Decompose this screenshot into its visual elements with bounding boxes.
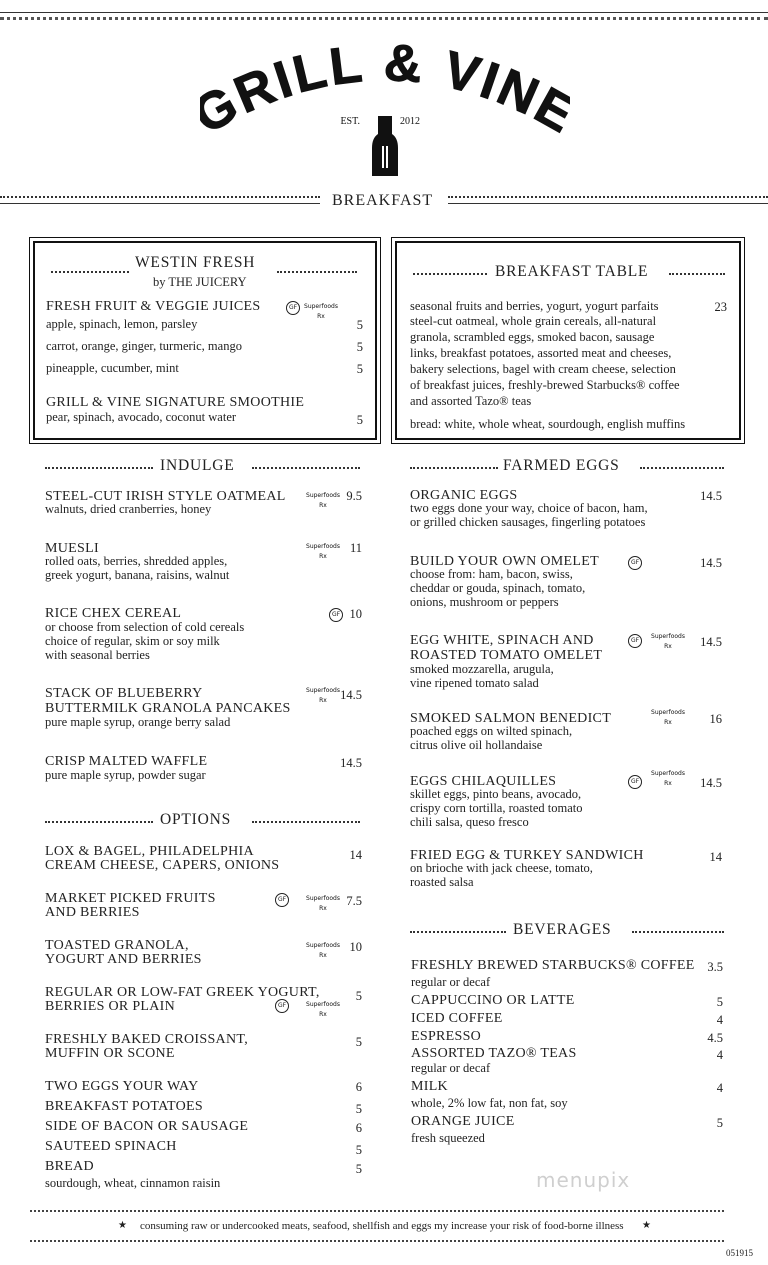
eggs-rule-left [410,467,498,469]
menu-item-desc: sourdough, wheat, cinnamon raisin [45,1176,221,1190]
menu-item-desc: roasted salsa [410,875,474,889]
menu-item-price: 11 [349,541,362,555]
menu-item-price: 14.5 [700,776,722,790]
menu-item-price: 14.5 [340,756,362,770]
menu-code: 051915 [726,1248,753,1258]
bt-line: seasonal fruits and berries, yogurt, yogurt parfaits [410,299,659,313]
menu-item-price: 3.5 [707,960,723,974]
bt-line: links, breakfast potatoes, assorted meat and cheeses, [410,346,672,360]
breakfast-table-box [395,241,741,440]
bt-rule-right [669,273,725,275]
menu-item-desc: poached eggs on wilted spinach, [410,724,573,738]
watermark: menupix [536,1168,631,1192]
breakfast-table-title: BREAKFAST TABLE [495,263,649,280]
westin-fresh-box [33,241,377,440]
header-rule-left-line [0,203,320,204]
menu-item-name: EGGS CHILAQUILLES [410,774,557,789]
menu-item-name: EGG WHITE, SPINACH AND [410,633,594,648]
menu-item-price: 5 [355,1143,362,1157]
bt-line: bakery selections, bagel with cream cheese, selection [410,362,676,376]
bt-bread: bread: white, whole wheat, sourdough, english muffins [410,417,686,431]
menu-item-price: 5 [355,1035,362,1049]
bt-line: granola, scrambled eggs, smoked bacon, sausage [410,330,655,344]
smoothie-name: GRILL & VINE SIGNATURE SMOOTHIE [46,395,305,410]
menu-item-price: 5 [355,1162,362,1176]
juice-desc: pineapple, cucumber, mint [46,361,179,375]
bt-line: of breakfast juices, freshly-brewed Starbucks® coffee [410,378,680,392]
superfoods-badge-label: Superfoods Rx [651,770,685,787]
beverages-rule-left [410,931,506,933]
menu-item-name: LOX & BAGEL, PHILADELPHIA [45,844,254,859]
menu-item-price: 4 [716,1013,723,1027]
menu-item-desc: greek yogurt, banana, raisins, walnut [45,568,230,582]
brand-est: EST. [340,116,360,127]
menu-item-price: 14.5 [700,556,722,570]
top-border-line [0,12,768,13]
menu-item-desc: choose from: ham, bacon, swiss, [410,567,573,581]
menu-item-price: 4 [716,1081,723,1095]
logo-graphic [200,38,570,178]
menu-item-desc: smoked mozzarella, arugula, [410,662,554,676]
gf-badge: GF [628,775,642,789]
eggs-rule-right [640,467,724,469]
menu-item-name: BREAD [45,1159,94,1174]
menu-item-desc: two eggs done your way, choice of bacon, ham, [410,501,648,515]
footer-rule-bottom [30,1240,724,1242]
menu-item-name: CRISP MALTED WAFFLE [45,754,208,769]
gf-badge: GF [628,634,642,648]
menu-item-name: ASSORTED TAZO® TEAS [411,1046,577,1061]
menu-item-name: MUFFIN OR SCONE [45,1046,175,1061]
menu-item-price: 16 [709,712,722,726]
menu-item-desc: fresh squeezed [411,1131,485,1145]
menu-item-desc: regular or decaf [411,975,491,989]
superfoods-badge-label: Superfoods Rx [306,543,340,560]
menu-item-name: SIDE OF BACON OR SAUSAGE [45,1119,249,1134]
menu-item-price: 6 [355,1121,362,1135]
westin-subtitle: by THE JUICERY [153,275,247,289]
menu-item-desc: crispy corn tortilla, roasted tomato [410,801,583,815]
farmed-eggs-title: FARMED EGGS [503,457,620,474]
juice-price: 5 [356,362,363,376]
menu-item-desc: regular or decaf [411,1061,491,1075]
menu-item-name: MILK [411,1079,448,1094]
menu-item-name: MARKET PICKED FRUITS [45,891,216,906]
menu-item-name: FRIED EGG & TURKEY SANDWICH [410,848,644,863]
menu-item-name: YOGURT AND BERRIES [45,952,202,967]
header-rule-left [0,196,320,198]
gf-badge: GF [329,608,343,622]
superfoods-badge [650,632,686,650]
menu-item-desc: vine ripened tomato salad [410,676,539,690]
superfoods-badge-label: Superfoods Rx [651,709,685,726]
menu-item-name: TWO EGGS YOUR WAY [45,1079,199,1094]
juice-desc: apple, spinach, lemon, parsley [46,317,198,331]
menu-item-price: 10 [349,940,362,954]
beverages-title: BEVERAGES [513,921,612,938]
juice-price: 5 [356,318,363,332]
star-icon: ★ [118,1220,127,1231]
superfoods-badge [650,769,686,787]
westin-rule-left [51,271,129,273]
options-title: OPTIONS [160,811,232,828]
menu-item-name: CAPPUCCINO OR LATTE [411,993,575,1008]
menu-item-price: 9.5 [346,489,362,503]
menu-item-name: ORANGE JUICE [411,1114,515,1129]
menu-item-name: CREAM CHEESE, CAPERS, ONIONS [45,858,280,873]
juice-desc: carrot, orange, ginger, turmeric, mango [46,339,242,353]
juices-name: FRESH FRUIT & VEGGIE JUICES [46,299,261,314]
menu-item-desc: whole, 2% low fat, non fat, soy [411,1096,568,1110]
menu-item-price: 4.5 [707,1031,723,1045]
menu-item-price: 14.5 [700,635,722,649]
menu-item-price: 14 [709,850,722,864]
menu-item-desc: or grilled chicken sausages, fingerling potatoes [410,515,646,529]
menu-item-name: ESPRESSO [411,1029,482,1044]
footer-rule-top [30,1210,724,1212]
bt-line: steel-cut oatmeal, whole grain cereals, all-natural [410,314,657,328]
header-rule-right-line [448,203,768,204]
superfoods-badge-label: Superfoods Rx [306,1001,340,1018]
smoothie-desc: pear, spinach, avocado, coconut water [46,410,237,424]
westin-rule-right [277,271,357,273]
menu-item-name: STEEL-CUT IRISH STYLE OATMEAL [45,489,286,504]
gf-badge: GF [275,999,289,1013]
menu-item-name: SMOKED SALMON BENEDICT [410,711,612,726]
indulge-rule-left [45,467,153,469]
superfoods-badge [303,302,339,320]
brand-name-right: VIN [437,40,550,128]
beverages-rule-right [632,931,724,933]
superfoods-badge [650,708,686,726]
menu-item-price: 14.5 [340,688,362,702]
bt-rule-left [413,273,487,275]
menu-item-price: 5 [716,995,723,1009]
menu-item-name: REGULAR OR LOW-FAT GREEK YOGURT, [45,985,320,1000]
menu-item-desc: rolled oats, berries, shredded apples, [45,554,228,568]
superfoods-badge-label: Superfoods Rx [306,942,340,959]
menu-item-desc: chili salsa, queso fresco [410,815,529,829]
indulge-rule-right [252,467,360,469]
menu-item-name: BERRIES OR PLAIN [45,999,176,1014]
indulge-title: INDULGE [160,457,235,474]
options-rule-right [252,821,360,823]
menu-item-name: ORGANIC EGGS [410,488,518,503]
footer-disclaimer: consuming raw or undercooked meats, seafood, shellfish and eggs my increase your risk of food-borne illness [140,1220,624,1232]
menu-item-price: 6 [355,1080,362,1094]
menu-item-desc: or choose from selection of cold cereals [45,620,245,634]
superfoods-badge-label: Superfoods Rx [306,687,340,704]
menu-item-desc: walnuts, dried cranberries, honey [45,502,212,516]
menu-item-desc: citrus olive oil hollandaise [410,738,543,752]
menu-item-desc: cheddar or gouda, spinach, tomato, [410,581,586,595]
options-rule-left [45,821,153,823]
bt-line: and assorted Tazo® teas [410,394,532,408]
menu-item-desc: with seasonal berries [45,648,150,662]
gf-badge: GF [275,893,289,907]
smoothie-price: 5 [356,413,363,427]
menu-item-price: 5 [716,1116,723,1130]
brand-name-left: RILL & [226,38,427,126]
menu-item-name: ROASTED TOMATO OMELET [410,648,603,663]
star-icon: ★ [642,1220,651,1231]
menu-item-desc: pure maple syrup, powder sugar [45,768,206,782]
menu-item-desc: pure maple syrup, orange berry salad [45,715,231,729]
menu-item-desc: onions, mushroom or peppers [410,595,559,609]
menu-item-price: 14 [349,848,362,862]
menu-item-price: 4 [716,1048,723,1062]
menu-item-name: STACK OF BLUEBERRY [45,686,203,701]
menu-item-price: 14.5 [700,489,722,503]
menu-item-name: BUILD YOUR OWN OMELET [410,554,599,569]
menu-item-name: FRESHLY BREWED STARBUCKS® COFFEE [411,958,695,973]
menu-item-price: 7.5 [346,894,362,908]
menu-item-name: SAUTEED SPINACH [45,1139,177,1154]
menu-item-name: BUTTERMILK GRANOLA PANCAKES [45,701,291,716]
gf-badge: GF [286,301,300,315]
gf-badge: GF [628,556,642,570]
menu-item-name: TOASTED GRANOLA, [45,938,189,953]
breakfast-table-price: 23 [714,300,727,314]
menu-item-name: FRESHLY BAKED CROISSANT, [45,1032,248,1047]
menu-item-desc: choice of regular, skim or soy milk [45,634,220,648]
header-rule-right [448,196,768,198]
menu-item-name: BREAKFAST POTATOES [45,1099,203,1114]
juice-price: 5 [356,340,363,354]
menu-item-name: ICED COFFEE [411,1011,503,1026]
superfoods-badge-label: Superfoods Rx [304,303,338,320]
superfoods-badge-label: Superfoods Rx [306,895,340,912]
menu-item-desc: on brioche with jack cheese, tomato, [410,861,593,875]
westin-title: WESTIN FRESH [135,254,256,271]
menu-item-name: AND BERRIES [45,905,140,920]
superfoods-badge-label: Superfoods Rx [306,492,340,509]
brand-year: 2012 [400,116,420,127]
menu-item-price: 5 [355,1102,362,1116]
menu-item-price: 10 [349,607,362,621]
menu-item-desc: skillet eggs, pinto beans, avocado, [410,787,582,801]
page-title: BREAKFAST [332,192,434,209]
superfoods-badge-label: Superfoods Rx [651,633,685,650]
menu-item-name: RICE CHEX CEREAL [45,606,182,621]
menu-item-price: 5 [355,989,362,1003]
top-border-dots [0,17,768,20]
logo [200,38,570,178]
menu-item-name: MUESLI [45,541,99,556]
